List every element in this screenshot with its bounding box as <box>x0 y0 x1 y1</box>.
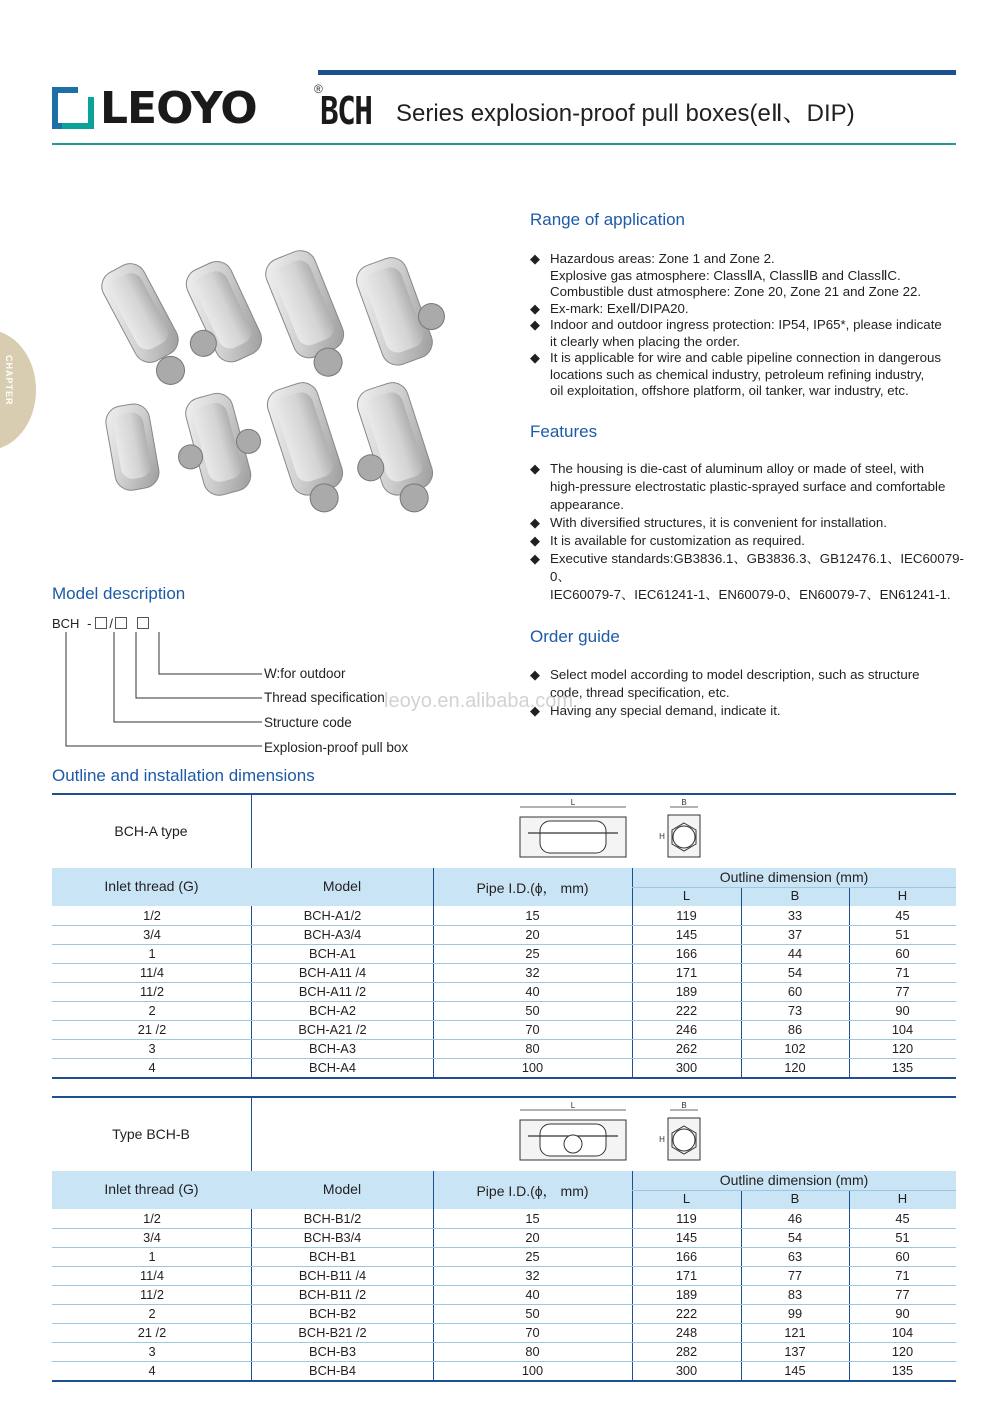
table-cell: 11/4 <box>140 965 164 980</box>
bullet-item: ◆ It is applicable for wire and cable pipeline connection in dangerous <box>530 350 970 367</box>
table-cell: 1 <box>148 946 156 961</box>
table-cell: BCH-B11 /4 <box>298 1268 367 1283</box>
header-inlet: Inlet thread (G) <box>104 1181 199 1197</box>
table-cell: 4 <box>148 1363 156 1378</box>
table-cell: 11/4 <box>140 1268 164 1283</box>
outline-drawing-wrap <box>518 1102 718 1173</box>
table-cell: 222 <box>675 1306 698 1321</box>
bullet-item: ◆ Ex-mark: ExeⅡ/DIPA20. <box>530 301 970 318</box>
type-label: BCH-A type <box>114 823 188 839</box>
table-cell: 120 <box>784 1060 806 1075</box>
page-title: Series explosion-proof pull boxes(eⅡ、DIP) <box>396 100 855 127</box>
table-cell: 119 <box>676 1211 697 1226</box>
bullet-continuation: IEC60079-7、IEC61241-1、EN60079-0、EN60079-7、EN61241-1. <box>550 587 951 602</box>
order-list <box>530 666 970 720</box>
table-cell: 121 <box>784 1325 806 1340</box>
table-cell: 248 <box>675 1325 698 1340</box>
brand-name: LEOYO <box>100 82 257 134</box>
table-cell: 50 <box>525 1306 540 1321</box>
table-bch-b <box>52 1096 956 1382</box>
model-label-structure: Structure code <box>264 715 352 730</box>
product-photo <box>90 250 470 530</box>
outline-drawing <box>518 799 718 865</box>
table-cell: 63 <box>787 1249 803 1264</box>
row-divider <box>52 1361 956 1362</box>
table-cell: BCH-A1/2 <box>303 908 362 923</box>
table-cell: 100 <box>521 1363 544 1378</box>
header-l: L <box>682 1191 691 1206</box>
row-divider <box>52 1266 956 1267</box>
table-cell: 70 <box>525 1325 540 1340</box>
table-cell: 104 <box>891 1022 914 1037</box>
table-cell: 11/2 <box>140 984 164 999</box>
table-cell: 40 <box>525 984 540 999</box>
table-cell: 51 <box>895 927 910 942</box>
table-cell: 246 <box>675 1022 698 1037</box>
table-cell: 171 <box>675 965 698 980</box>
table-cell: 102 <box>784 1041 806 1056</box>
table-cell: 83 <box>787 1287 803 1302</box>
table-bottom-rule <box>52 1077 956 1079</box>
table-cell: 54 <box>787 965 803 980</box>
model-code-dash: - <box>87 616 92 631</box>
table-cell: 100 <box>521 1060 544 1075</box>
row-divider <box>52 1020 956 1021</box>
table-cell: 300 <box>675 1060 698 1075</box>
bullet-item: ◆ Indoor and outdoor ingress protection: IP54, IP65*, please indicate <box>530 317 970 334</box>
outline-drawing <box>518 1102 718 1168</box>
table-cell: 51 <box>895 1230 910 1245</box>
table-cell: 40 <box>525 1287 540 1302</box>
bullet-continuation: oil exploitation, offshore platform, oil tanker, war industry, etc. <box>550 383 909 398</box>
bullet-continuation: Combustible dust atmosphere: Zone 20, Zone 21 and Zone 22. <box>550 284 922 299</box>
table-cell: 21 /2 <box>137 1325 167 1340</box>
table-cell: 54 <box>787 1230 803 1245</box>
table-bottom-rule <box>52 1380 956 1382</box>
table-cell: 80 <box>525 1344 540 1359</box>
series-code: BCH <box>320 89 372 133</box>
table-cell: BCH-A4 <box>309 1060 356 1075</box>
table-cell: 80 <box>525 1041 540 1056</box>
table-cell: 77 <box>895 1287 910 1302</box>
table-cell: 171 <box>675 1268 698 1283</box>
table-cell: 46 <box>787 1211 803 1226</box>
table-cell: 73 <box>787 1003 803 1018</box>
model-description-heading: Model description <box>52 584 186 603</box>
row-divider <box>52 944 956 945</box>
drawing-label-h: H <box>659 832 665 841</box>
row-divider <box>52 982 956 983</box>
table-cell: BCH-B3 <box>309 1344 356 1359</box>
table-cell: BCH-B4 <box>309 1363 356 1378</box>
table-cell: 15 <box>525 1211 540 1226</box>
header-h: H <box>897 888 908 903</box>
table-cell: 166 <box>675 946 698 961</box>
table-cell: 135 <box>891 1060 914 1075</box>
table-cell: 2 <box>148 1003 156 1018</box>
table-cell: 86 <box>787 1022 803 1037</box>
table-cell: 77 <box>895 984 910 999</box>
table-cell: 60 <box>787 984 803 999</box>
bullet-item: ◆ The housing is die-cast of aluminum alloy or made of steel, with <box>530 460 970 478</box>
table-cell: 71 <box>895 965 910 980</box>
drawing-label-h: H <box>659 1135 665 1144</box>
table-cell: 189 <box>675 1287 698 1302</box>
row-divider <box>52 1001 956 1002</box>
range-list <box>530 251 970 400</box>
table-cell: BCH-B21 /2 <box>298 1325 367 1340</box>
table-cell: 3 <box>148 1041 156 1056</box>
table-cell: 15 <box>525 908 540 923</box>
row-divider <box>52 1285 956 1286</box>
table-cell: 32 <box>525 1268 540 1283</box>
table-cell: 45 <box>895 1211 910 1226</box>
range-heading: Range of application <box>530 210 686 229</box>
table-cell: 3/4 <box>143 927 161 942</box>
bullet-item: ◆ Select model according to model description, such as structure <box>530 666 970 684</box>
thread-spec-box <box>115 617 127 629</box>
table-cell: 135 <box>891 1363 914 1378</box>
table-cell: 44 <box>787 946 803 961</box>
header-rule <box>52 143 956 145</box>
table-top-rule <box>52 1096 956 1098</box>
table-cell: 119 <box>676 908 697 923</box>
table-cell: 2 <box>148 1306 156 1321</box>
bullet-continuation: appearance. <box>550 497 624 512</box>
row-divider <box>52 1247 956 1248</box>
table-cell: 1 <box>148 1249 156 1264</box>
bullet-item: ◆ Hazardous areas: Zone 1 and Zone 2. <box>530 251 970 268</box>
table-cell: 3 <box>148 1344 156 1359</box>
table-cell: 77 <box>787 1268 803 1283</box>
model-label-thread: Thread specification <box>264 690 385 705</box>
table-top-rule <box>52 793 956 795</box>
drawing-label-l: L <box>570 799 576 807</box>
table-cell: 60 <box>895 946 910 961</box>
table-cell: 166 <box>675 1249 698 1264</box>
bullet-continuation: it clearly when placing the order. <box>550 333 740 349</box>
model-label-box: Explosion-proof pull box <box>264 740 409 755</box>
row-divider <box>52 1342 956 1343</box>
bullet-item: ◆ Executive standards:GB3836.1、GB3836.3、GB12476.1、IEC60079-0、 <box>530 550 970 586</box>
drawing-label-l: L <box>570 1102 576 1110</box>
row-divider <box>52 1323 956 1324</box>
table-cell: 145 <box>675 1230 698 1245</box>
table-cell: 4 <box>148 1060 156 1075</box>
table-cell: BCH-A2 <box>309 1003 356 1018</box>
table-cell: 1/2 <box>143 1211 161 1226</box>
bullet-continuation: Explosive gas atmosphere: ClassⅡA, ClassⅡB and ClassⅡC. <box>550 267 901 283</box>
header-h: H <box>897 1191 908 1206</box>
row-divider <box>52 1058 956 1059</box>
table-cell: 222 <box>675 1003 698 1018</box>
table-cell: BCH-B11 /2 <box>298 1287 367 1302</box>
outdoor-box <box>137 617 149 629</box>
bullet-continuation: code, thread specification, etc. <box>550 685 730 700</box>
features-heading: Features <box>530 422 598 441</box>
header-inlet: Inlet thread (G) <box>104 878 199 894</box>
table-cell: 37 <box>787 927 803 942</box>
bullet-continuation: high-pressure electrostatic plastic-sprayed surface and comfortable <box>550 479 946 494</box>
table-cell: 1/2 <box>143 908 161 923</box>
row-divider <box>52 963 956 964</box>
row-divider <box>52 925 956 926</box>
table-cell: BCH-A21 /2 <box>298 1022 367 1037</box>
table-cell: 60 <box>895 1249 910 1264</box>
type-label: Type BCH-B <box>112 1126 190 1142</box>
registered-mark: ® <box>314 82 323 96</box>
model-code-prefix: BCH <box>52 616 80 631</box>
bullet-item: ◆ It is available for customization as required. <box>530 532 970 550</box>
header-outline: Outline dimension (mm) <box>719 869 869 885</box>
table-cell: 50 <box>525 1003 540 1018</box>
table-cell: BCH-B1 <box>309 1249 356 1264</box>
outline-drawing-wrap <box>518 799 718 870</box>
features-list <box>530 460 970 604</box>
logo-mark-icon <box>52 87 94 129</box>
row-divider <box>52 1304 956 1305</box>
table-cell: 21 /2 <box>137 1022 167 1037</box>
header-l: L <box>682 888 691 903</box>
row-divider <box>52 1039 956 1040</box>
table-cell: 90 <box>895 1003 910 1018</box>
table-cell: 45 <box>895 908 910 923</box>
table-cell: BCH-A11 /2 <box>298 984 367 999</box>
table-cell: 104 <box>891 1325 914 1340</box>
model-code <box>52 616 149 631</box>
table-cell: BCH-A1 <box>309 946 356 961</box>
table-cell: 90 <box>895 1306 910 1321</box>
chapter-tab-label: CHAPTER <box>4 355 14 406</box>
table-cell: 120 <box>891 1344 914 1359</box>
table-cell: 25 <box>525 1249 540 1264</box>
table-cell: 71 <box>895 1268 910 1283</box>
table-cell: BCH-A3/4 <box>303 927 362 942</box>
table-cell: 282 <box>675 1344 698 1359</box>
order-heading: Order guide <box>530 627 620 646</box>
model-code-slash: / <box>109 616 114 631</box>
header-pipe: Pipe I.D.(ϕ， mm) <box>476 880 589 896</box>
header-model: Model <box>322 1181 362 1197</box>
table-cell: 262 <box>675 1041 698 1056</box>
table-bch-a <box>52 793 956 1079</box>
table-cell: BCH-B3/4 <box>303 1230 362 1245</box>
table-cell: 70 <box>525 1022 540 1037</box>
table-cell: BCH-B1/2 <box>303 1211 362 1226</box>
bullet-item: ◆ With diversified structures, it is convenient for installation. <box>530 514 970 532</box>
bullet-item: ◆ Having any special demand, indicate it. <box>530 702 970 720</box>
table-cell: 32 <box>525 965 540 980</box>
structure-code-box <box>95 617 107 629</box>
table-cell: 99 <box>787 1306 803 1321</box>
table-cell: BCH-A3 <box>309 1041 356 1056</box>
model-label-outdoor: W:for outdoor <box>264 666 346 681</box>
table-cell: BCH-A11 /4 <box>298 965 367 980</box>
table-cell: 3/4 <box>143 1230 161 1245</box>
header-b: B <box>790 1191 800 1206</box>
header-top-rule <box>318 70 956 75</box>
header-b: B <box>790 888 800 903</box>
header-model: Model <box>322 878 362 894</box>
bullet-continuation: locations such as chemical industry, petroleum refining industry, <box>550 366 925 382</box>
table-cell: BCH-B2 <box>309 1306 356 1321</box>
table-cell: 145 <box>784 1363 806 1378</box>
header-outline: Outline dimension (mm) <box>719 1172 869 1188</box>
table-cell: 120 <box>891 1041 914 1056</box>
table-cell: 20 <box>525 927 540 942</box>
table-cell: 300 <box>675 1363 698 1378</box>
table-cell: 20 <box>525 1230 540 1245</box>
drawing-label-b: B <box>681 799 687 807</box>
table-cell: 11/2 <box>140 1287 164 1302</box>
table-cell: 33 <box>787 908 803 923</box>
table-cell: 137 <box>784 1344 806 1359</box>
brand-logo <box>52 82 323 134</box>
outline-heading: Outline and installation dimensions <box>52 766 315 785</box>
watermark: leoyo.en.alibaba.com <box>384 690 574 712</box>
table-cell: 25 <box>525 946 540 961</box>
drawing-label-b: B <box>681 1102 687 1110</box>
table-cell: 145 <box>675 927 698 942</box>
header-pipe: Pipe I.D.(ϕ， mm) <box>476 1183 589 1199</box>
row-divider <box>52 1228 956 1229</box>
table-cell: 189 <box>675 984 698 999</box>
